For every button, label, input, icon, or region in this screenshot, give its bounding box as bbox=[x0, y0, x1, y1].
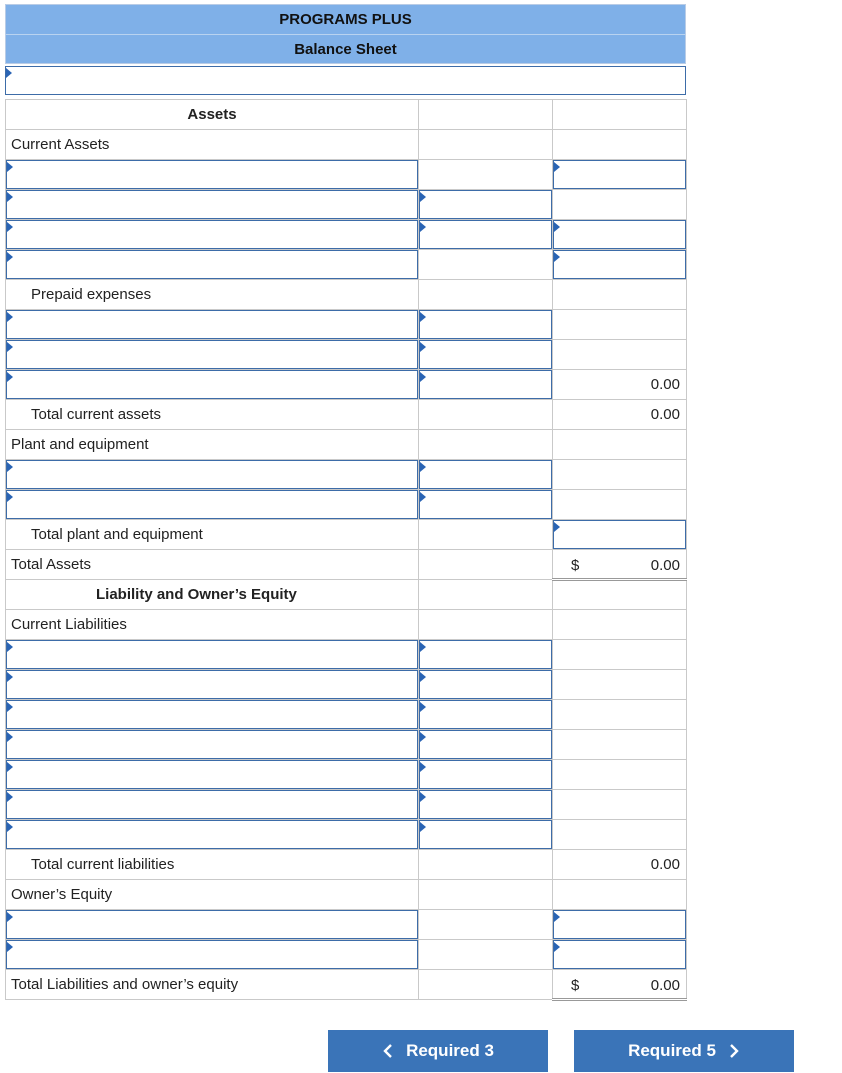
company-name: PROGRAMS PLUS bbox=[5, 4, 686, 34]
plant-equipment-label: Plant and equipment bbox=[6, 430, 419, 460]
dropdown-marker-icon bbox=[420, 372, 426, 382]
table-row bbox=[6, 580, 687, 610]
account-select[interactable] bbox=[6, 220, 418, 249]
total-assets-value: 0.00 bbox=[650, 557, 680, 574]
prev-required-button[interactable] bbox=[328, 1030, 548, 1072]
dropdown-marker-icon bbox=[7, 642, 13, 652]
amount-input[interactable] bbox=[419, 640, 552, 669]
date-input[interactable] bbox=[5, 66, 686, 95]
table-row bbox=[6, 460, 687, 490]
table-row bbox=[6, 100, 687, 130]
dropdown-marker-icon bbox=[420, 462, 426, 472]
dropdown-marker-icon bbox=[420, 732, 426, 742]
amount-input[interactable] bbox=[553, 910, 686, 939]
dropdown-marker-icon bbox=[7, 762, 13, 772]
table-row bbox=[6, 820, 687, 850]
account-select[interactable] bbox=[6, 700, 418, 729]
dropdown-marker-icon bbox=[420, 192, 426, 202]
dropdown-marker-icon bbox=[7, 162, 13, 172]
table-row bbox=[6, 400, 687, 430]
table-row bbox=[6, 250, 687, 280]
table-row bbox=[6, 880, 687, 910]
dropdown-marker-icon bbox=[7, 822, 13, 832]
dropdown-marker-icon bbox=[7, 252, 13, 262]
account-select[interactable] bbox=[6, 790, 418, 819]
dropdown-marker-icon bbox=[420, 702, 426, 712]
dropdown-marker-icon bbox=[7, 672, 13, 682]
table-row bbox=[6, 280, 687, 310]
account-select[interactable] bbox=[6, 670, 418, 699]
owners-equity-label: Owner’s Equity bbox=[6, 880, 419, 910]
liab-equity-heading: Liability and Owner’s Equity bbox=[6, 580, 419, 610]
dropdown-marker-icon bbox=[7, 312, 13, 322]
table-row bbox=[6, 970, 687, 1000]
table-row bbox=[6, 610, 687, 640]
total-current-liabilities-value: 0.00 bbox=[553, 850, 687, 880]
table-row bbox=[6, 430, 687, 460]
table-row bbox=[6, 340, 687, 370]
table-row bbox=[6, 190, 687, 220]
dropdown-marker-icon bbox=[7, 942, 13, 952]
table-row bbox=[6, 220, 687, 250]
total-current-liabilities-label: Total current liabilities bbox=[6, 850, 419, 880]
dropdown-marker-icon bbox=[7, 912, 13, 922]
account-select[interactable] bbox=[6, 160, 418, 189]
account-select[interactable] bbox=[6, 190, 418, 219]
amount-input[interactable] bbox=[419, 340, 552, 369]
account-select[interactable] bbox=[6, 910, 418, 939]
table-row bbox=[6, 910, 687, 940]
amount-input[interactable] bbox=[419, 820, 552, 849]
dropdown-marker-icon bbox=[420, 342, 426, 352]
account-select[interactable] bbox=[6, 250, 418, 279]
dropdown-marker-icon bbox=[7, 702, 13, 712]
table-row bbox=[6, 490, 687, 520]
amount-input[interactable] bbox=[419, 490, 552, 519]
table-row bbox=[6, 850, 687, 880]
amount-input[interactable] bbox=[419, 220, 552, 249]
amount-input[interactable] bbox=[419, 190, 552, 219]
account-select[interactable] bbox=[6, 820, 418, 849]
table-row bbox=[6, 520, 687, 550]
account-select[interactable] bbox=[6, 640, 418, 669]
amount-input[interactable] bbox=[553, 520, 686, 549]
total-liab-equity-value: 0.00 bbox=[650, 977, 680, 994]
assets-heading: Assets bbox=[6, 100, 419, 130]
dropdown-marker-icon bbox=[420, 312, 426, 322]
table-row bbox=[6, 670, 687, 700]
dropdown-marker-icon bbox=[420, 642, 426, 652]
total-current-assets-value: 0.00 bbox=[553, 400, 687, 430]
amount-input[interactable] bbox=[419, 730, 552, 759]
amount-input[interactable] bbox=[419, 460, 552, 489]
current-assets-label: Current Assets bbox=[6, 130, 419, 160]
dropdown-marker-icon bbox=[7, 462, 13, 472]
dropdown-marker-icon bbox=[554, 162, 560, 172]
dropdown-marker-icon bbox=[7, 792, 13, 802]
account-select[interactable] bbox=[6, 940, 418, 969]
dropdown-marker-icon bbox=[7, 732, 13, 742]
total-plant-label: Total plant and equipment bbox=[6, 520, 419, 550]
total-assets-label: Total Assets bbox=[6, 550, 419, 580]
balance-sheet-table bbox=[5, 99, 687, 1001]
total-assets-cell bbox=[553, 550, 687, 580]
amount-input[interactable] bbox=[419, 370, 552, 399]
dropdown-marker-icon bbox=[554, 942, 560, 952]
dropdown-marker-icon bbox=[6, 68, 12, 78]
table-row bbox=[6, 730, 687, 760]
dropdown-marker-icon bbox=[554, 912, 560, 922]
next-required-label: Required 5 bbox=[628, 1041, 716, 1060]
amount-input[interactable] bbox=[553, 250, 686, 279]
statement-title: Balance Sheet bbox=[5, 34, 686, 64]
total-liab-equity-label: Total Liabilities and owner’s equity bbox=[6, 970, 419, 1000]
dropdown-marker-icon bbox=[554, 222, 560, 232]
table-row bbox=[6, 550, 687, 580]
dropdown-marker-icon bbox=[7, 192, 13, 202]
dropdown-marker-icon bbox=[554, 252, 560, 262]
dropdown-marker-icon bbox=[554, 522, 560, 532]
total-current-assets-label: Total current assets bbox=[6, 400, 419, 430]
amount-input[interactable] bbox=[419, 760, 552, 789]
table-row bbox=[6, 940, 687, 970]
current-liabilities-label: Current Liabilities bbox=[6, 610, 419, 640]
chevron-left-icon bbox=[382, 1044, 394, 1058]
table-row bbox=[6, 130, 687, 160]
dropdown-marker-icon bbox=[420, 822, 426, 832]
balance-sheet bbox=[5, 4, 686, 1001]
dropdown-marker-icon bbox=[7, 492, 13, 502]
amount-input[interactable] bbox=[419, 700, 552, 729]
account-select[interactable] bbox=[6, 370, 418, 399]
amount-input[interactable] bbox=[553, 220, 686, 249]
table-row bbox=[6, 790, 687, 820]
table-row bbox=[6, 310, 687, 340]
date-row bbox=[5, 66, 686, 96]
dropdown-marker-icon bbox=[420, 492, 426, 502]
account-select[interactable] bbox=[6, 730, 418, 759]
table-row bbox=[6, 640, 687, 670]
currency-symbol: $ bbox=[571, 977, 580, 994]
dropdown-marker-icon bbox=[7, 342, 13, 352]
amount-input[interactable] bbox=[553, 940, 686, 969]
table-row bbox=[6, 160, 687, 190]
amount-input[interactable] bbox=[419, 670, 552, 699]
currency-symbol: $ bbox=[571, 557, 580, 574]
prepaid-expenses-label: Prepaid expenses bbox=[6, 280, 419, 310]
next-required-button[interactable] bbox=[574, 1030, 794, 1072]
prev-required-label: Required 3 bbox=[406, 1041, 494, 1060]
dropdown-marker-icon bbox=[420, 762, 426, 772]
chevron-right-icon bbox=[728, 1044, 740, 1058]
dropdown-marker-icon bbox=[420, 792, 426, 802]
account-select[interactable] bbox=[6, 310, 418, 339]
dropdown-marker-icon bbox=[420, 672, 426, 682]
account-select[interactable] bbox=[6, 490, 418, 519]
amount-input[interactable] bbox=[553, 160, 686, 189]
account-select[interactable] bbox=[6, 460, 418, 489]
table-row bbox=[6, 370, 687, 400]
dropdown-marker-icon bbox=[420, 222, 426, 232]
amount-input[interactable] bbox=[419, 310, 552, 339]
total-liab-equity-cell bbox=[553, 970, 687, 1000]
amount-input[interactable] bbox=[419, 790, 552, 819]
table-row bbox=[6, 760, 687, 790]
account-select[interactable] bbox=[6, 340, 418, 369]
dropdown-marker-icon bbox=[7, 372, 13, 382]
table-row bbox=[6, 700, 687, 730]
subtotal-value: 0.00 bbox=[553, 370, 687, 400]
account-select[interactable] bbox=[6, 760, 418, 789]
dropdown-marker-icon bbox=[7, 222, 13, 232]
